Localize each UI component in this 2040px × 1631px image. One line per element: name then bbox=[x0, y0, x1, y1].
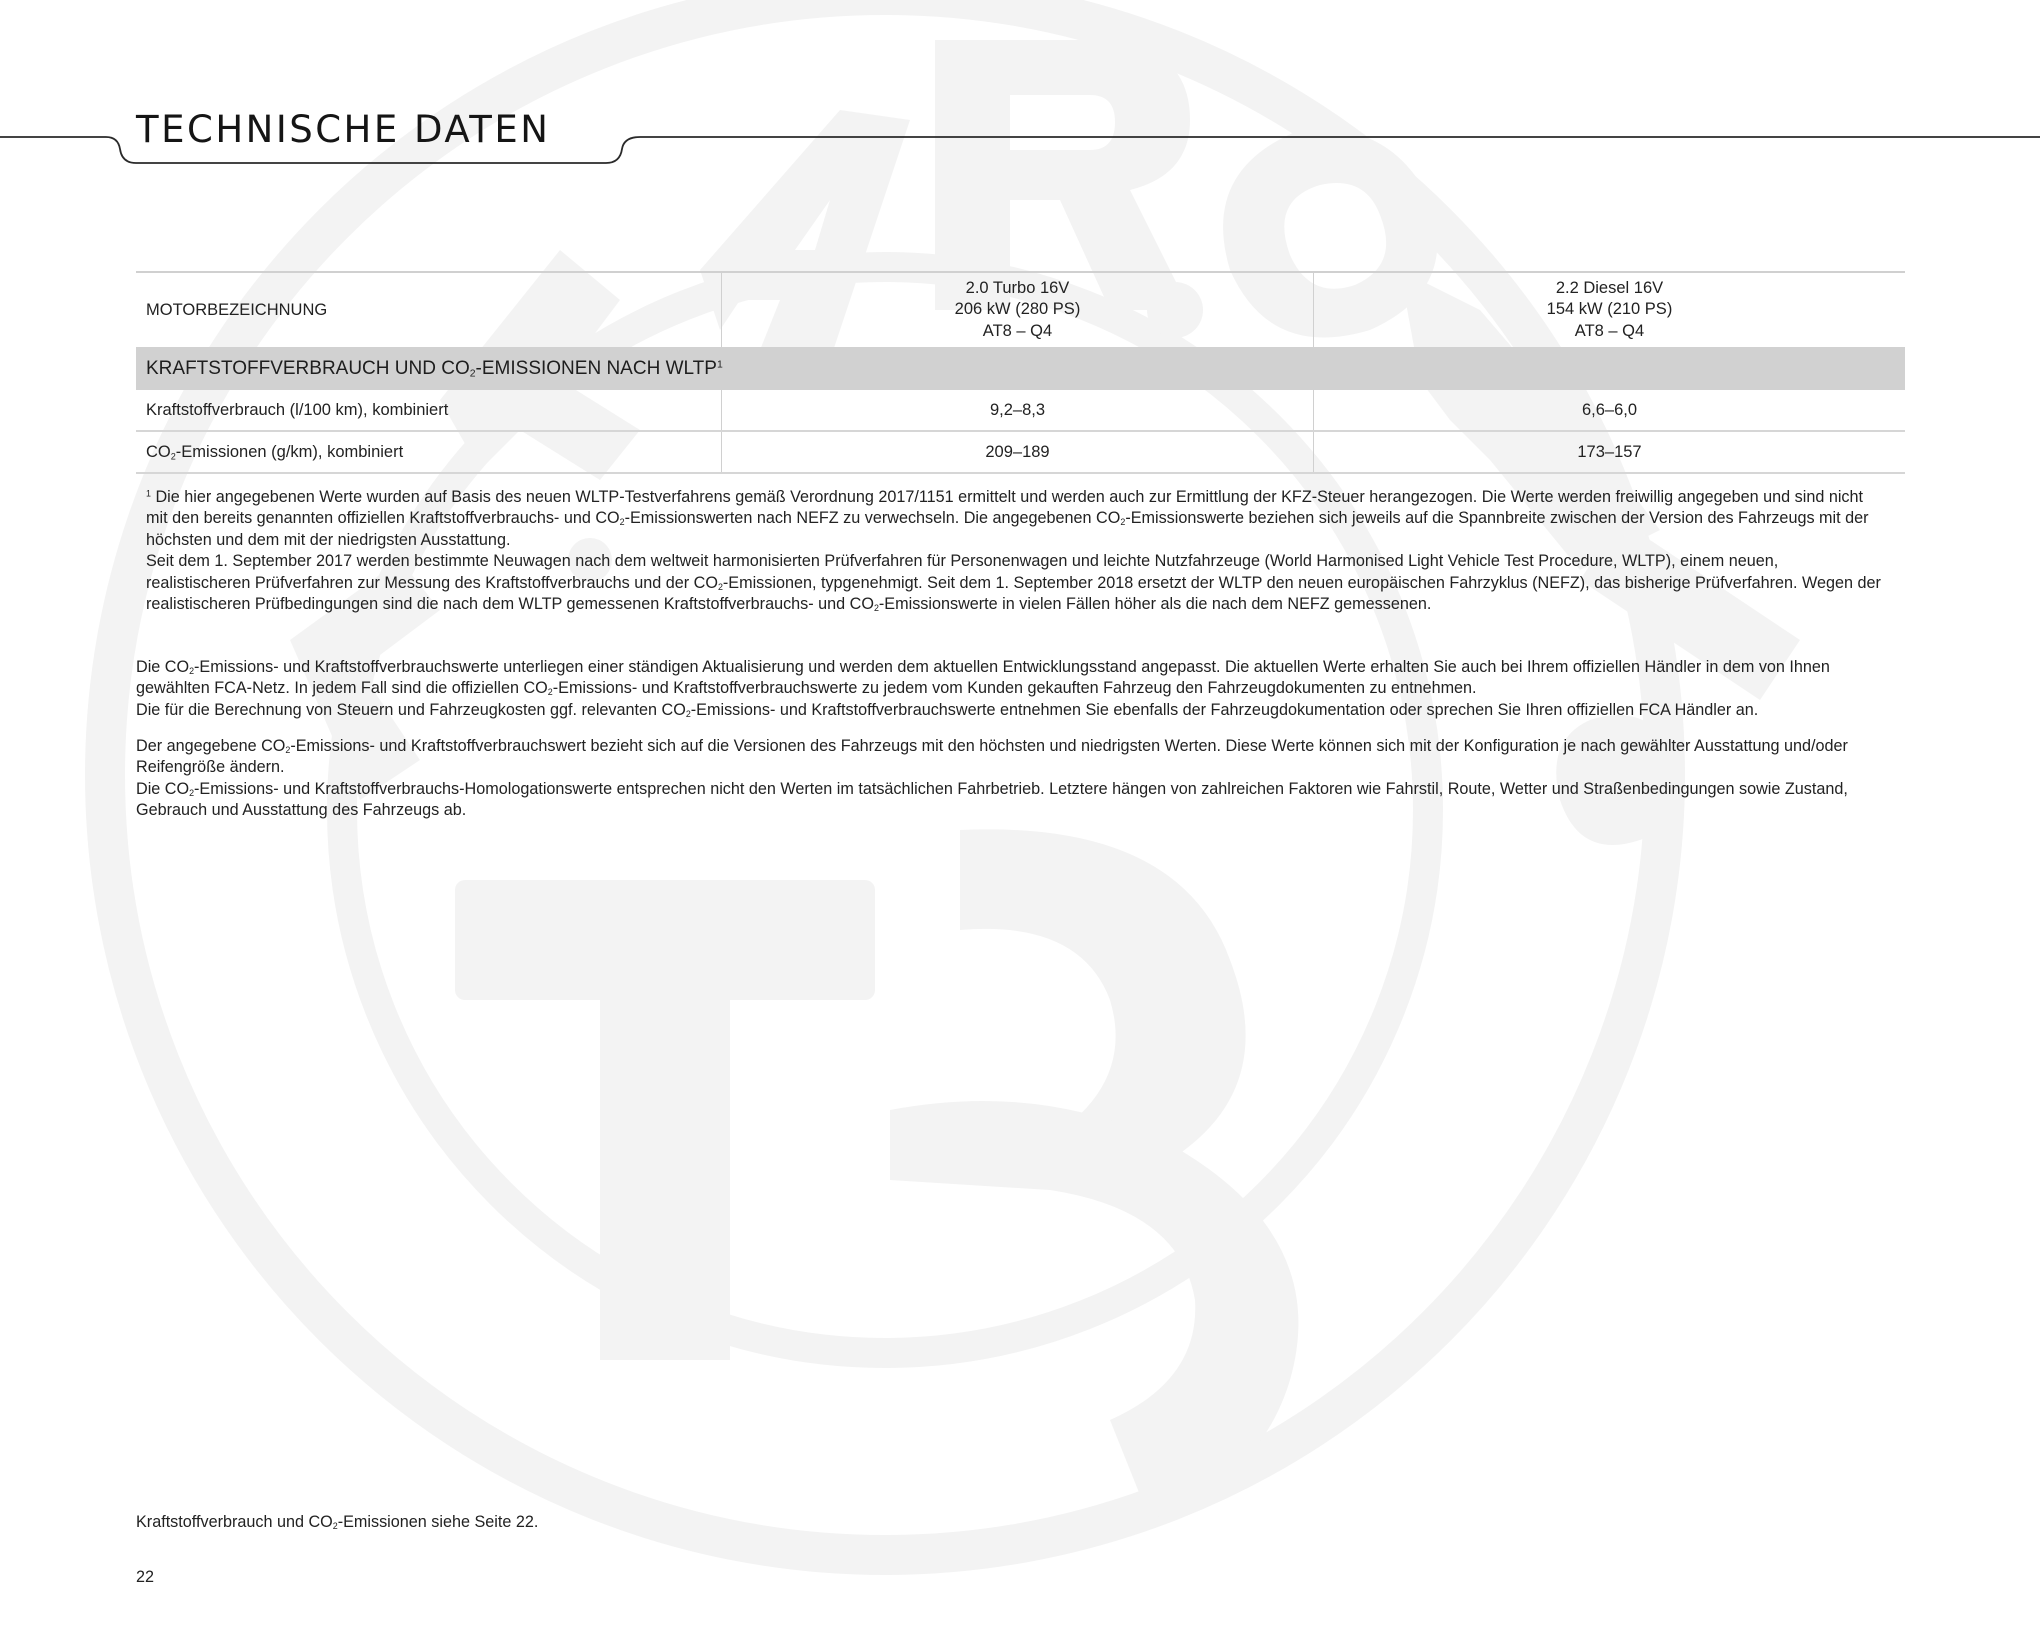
engine-header-1 bbox=[722, 272, 1314, 347]
engine-2-power: 154 kW (210 PS) bbox=[1546, 300, 1673, 319]
cell-fuel-engine-2: 6,6–6,0 bbox=[1314, 390, 1906, 431]
engine-1-name: 2.0 Turbo 16V bbox=[965, 278, 1070, 297]
cell-fuel-engine-1: 9,2–8,3 bbox=[722, 390, 1314, 431]
engine-2-name: 2.2 Diesel 16V bbox=[1555, 278, 1664, 297]
info-paragraph-1: Die $CO_2-Emissions-$ und Kraftstoffverbrauchswerte unterliegen einer ständigen Aktualisierung und werden dem aktuellen Entwicklungsstand angepasst. Die aktuellen Werte erhalten Sie auch bei Ihrem offiziellen Händler in dem von Ihnen gewählten FCA-Netz. In jedem Fall sind die offiziellen $CO_2-Emissions-$ und Kraftstoffverbrauchswerte zu jedem vom Kunden gekauften Fahrzeug den Fahrzeugdokumenten zu entnehmen. Die für die Berechnung von Steuern und Fahrzeugkosten ggf. relevanten $CO_2-Emissions-$ und Kraftstoffverbrauchswerte entnehmen Sie ebenfalls der Fahrzeugdokumentation oder sprechen Sie Ihren offiziellen FCA Händler an. bbox=[136, 658, 1830, 720]
engine-1-power: 206 kW (280 PS) bbox=[954, 300, 1081, 319]
footnote-paragraph-2: Seit dem 1. September 2017 werden bestimmte Neuwagen nach dem weltweit harmonisierten Prüfverfahren für Personenwagen und leichte Nutzfahrzeuge (World Harmonised Light Vehicle Test Procedure, WLTP), einem neuen, realistischeren Prüfverfahren zur Messung des Kraftstoffverbrauchs und der $CO_2$-Emissionen, typgenehmigt. Seit dem 1. September 2018 ersetzt der WLTP den neuen europäischen Fahrzyklus (NEFZ), das bisherige Prüfverfahren. Wegen der realistischeren Prüfbedingungen sind die nach dem WLTP gemessenen Kraftstoffverbrauchs- und $CO_2$-Emissionswerte in vielen Fällen höher als die nach dem NEFZ gemessenen. bbox=[146, 552, 1881, 614]
cell-co2-engine-1: 209–189 bbox=[722, 431, 1314, 473]
cell-co2-engine-2: 173–157 bbox=[1314, 431, 1906, 473]
section-title: KRAFTSTOFFVERBRAUCH UND $CO_2$-EMISSIONEN NACH WLTP$^1$ bbox=[136, 347, 1905, 390]
info-paragraph-2: Der angegebene $CO_2-Emissions-$ und Kraftstoffverbrauchswert bezieht sich auf die Versionen des Fahrzeugs mit den höchsten und niedrigsten Werten. Diese Werte können sich mit der Konfiguration je nach gewählter Ausstattung und/oder Reifengröße ändern. Die $CO_2-Emissions-$ und Kraftstoffverbrauchs-Homologationswerte entsprechen nicht den Werten im tatsächlichen Fahrbetrieb. Letztere hängen von zahlreichen Faktoren wie Fahrstil, Route, Wetter und Straßenbedingungen sowie Zustand, Gebrauch und Ausstattung des Fahrzeugs ab. bbox=[136, 737, 1848, 820]
engine-header-2 bbox=[1314, 272, 1906, 347]
section-header-row bbox=[136, 347, 1905, 390]
motor-label: MOTORBEZEICHNUNG bbox=[136, 272, 722, 347]
engine-2-transmission: AT8 – Q4 bbox=[1574, 321, 1645, 340]
table-row bbox=[136, 390, 1905, 431]
page-number: 22 bbox=[136, 1568, 155, 1586]
technical-data-table bbox=[136, 271, 1905, 474]
engine-1-transmission: AT8 – Q4 bbox=[982, 321, 1053, 340]
row-label-fuel: Kraftstoffverbrauch (l/100 km), kombiniert bbox=[136, 390, 722, 431]
footnote bbox=[146, 487, 1886, 615]
row-label-co2: $CO_2$-Emissionen (g/km), kombiniert bbox=[136, 431, 722, 473]
footnote-paragraph-1: $^1$ Die hier angegebenen Werte wurden auf Basis des neuen WLTP-Testverfahrens gemäß Verordnung 2017/1151 ermittelt und werden auch zur Ermittlung der KFZ-Steuer herangezogen. Die Werte werden freiwillig angegeben und sind nicht mit den bereits genannten offiziellen Kraftstoffverbrauchs- und $CO_2$-Emissionswerten nach NEFZ zu verwechseln. Die angegebenen $CO_2$-Emissionswerte beziehen sich jeweils auf die Spannbreite zwischen der Version des Fahrzeugs mit der höchsten und dem mit der niedrigsten Ausstattung. bbox=[146, 488, 1869, 549]
page-title: TECHNISCHE DATEN bbox=[136, 108, 551, 151]
table-row bbox=[136, 431, 1905, 473]
bottom-note: Kraftstoffverbrauch und $CO_2$-Emissionen siehe Seite 22. bbox=[136, 1513, 539, 1532]
engine-header-row bbox=[136, 272, 1905, 347]
